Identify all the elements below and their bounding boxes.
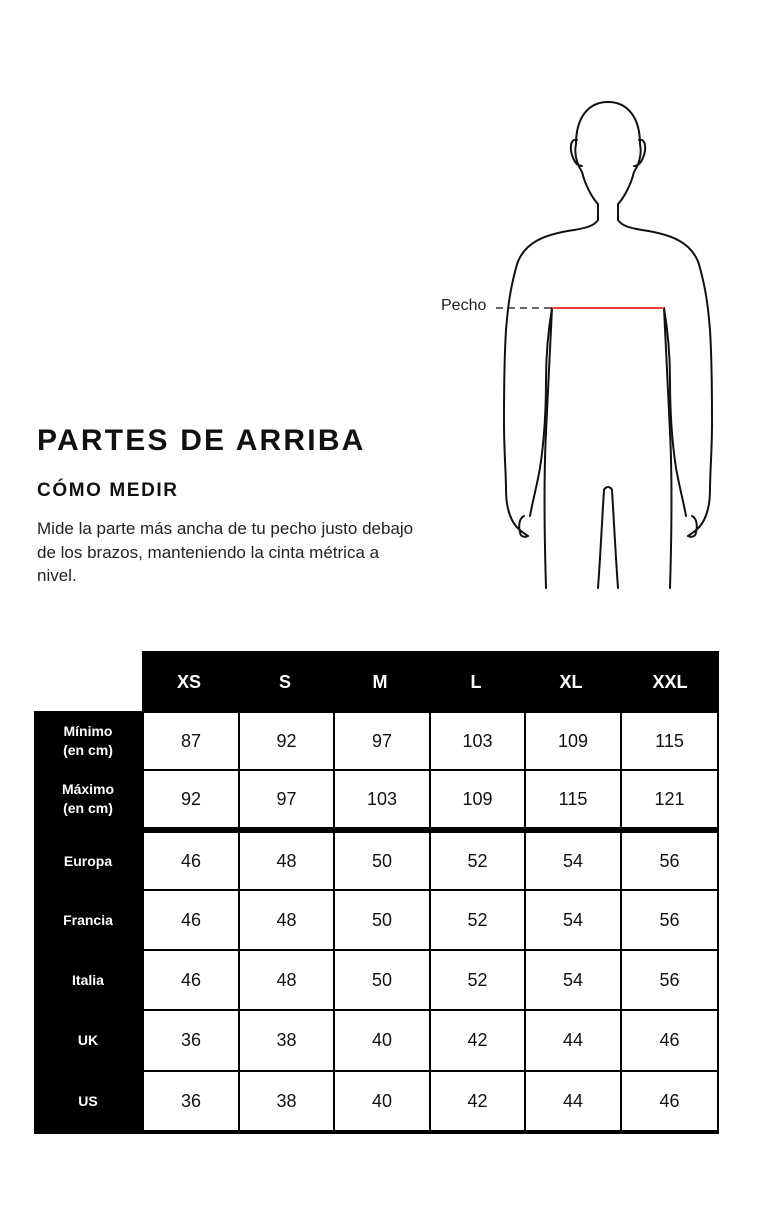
table-cell: 50 bbox=[335, 951, 429, 1009]
table-cell: 97 bbox=[240, 771, 333, 827]
row-label-francia: Francia bbox=[63, 911, 113, 928]
table-cell: 115 bbox=[622, 713, 717, 769]
table-cell: 97 bbox=[335, 713, 429, 769]
table-cell: 42 bbox=[431, 1072, 524, 1130]
table-cell: 56 bbox=[622, 833, 717, 889]
page-title: PARTES DE ARRIBA bbox=[37, 424, 366, 457]
table-cell: 87 bbox=[144, 713, 238, 769]
table-cell: 52 bbox=[431, 833, 524, 889]
row-label-line1: Mínimo bbox=[63, 723, 113, 739]
row-label-us: US bbox=[78, 1092, 98, 1109]
table-cell: 36 bbox=[144, 1072, 238, 1130]
size-header-s: S bbox=[278, 671, 291, 692]
size-header-xl: XL bbox=[559, 671, 583, 692]
row-label-italia: Italia bbox=[72, 971, 104, 988]
table-cell: 92 bbox=[240, 713, 333, 769]
row-label-line2: (en cm) bbox=[63, 800, 113, 816]
table-cell: 46 bbox=[144, 833, 238, 889]
table-cell: 40 bbox=[335, 1072, 429, 1130]
size-header-xs: XS bbox=[176, 671, 201, 692]
table-corner bbox=[34, 651, 142, 711]
row-label-minimo bbox=[34, 713, 142, 769]
size-header-xxl: XXL bbox=[652, 671, 688, 692]
how-to-measure-heading: CÓMO MEDIR bbox=[37, 480, 179, 501]
row-label-line1: Máximo bbox=[61, 781, 115, 797]
size-header-l: L bbox=[470, 671, 482, 692]
table-cell: 54 bbox=[526, 833, 620, 889]
table-cell: 50 bbox=[335, 833, 429, 889]
row-label-maximo bbox=[34, 771, 142, 827]
table-cell: 109 bbox=[526, 713, 620, 769]
table-cell: 109 bbox=[431, 771, 524, 827]
table-cell: 56 bbox=[622, 891, 717, 949]
table-cell: 40 bbox=[335, 1011, 429, 1070]
table-cell: 103 bbox=[335, 771, 429, 827]
table-cell: 48 bbox=[240, 891, 333, 949]
row-label-europa: Europa bbox=[63, 852, 113, 869]
table-cell: 36 bbox=[144, 1011, 238, 1070]
table-cell: 54 bbox=[526, 891, 620, 949]
table-cell: 38 bbox=[240, 1072, 333, 1130]
body-figure-illustration bbox=[490, 92, 730, 592]
row-label-line2: (en cm) bbox=[63, 742, 113, 758]
table-cell: 103 bbox=[431, 713, 524, 769]
table-cell: 56 bbox=[622, 951, 717, 1009]
size-header-m: M bbox=[372, 671, 388, 692]
row-label-uk: UK bbox=[77, 1032, 99, 1048]
table-cell: 46 bbox=[622, 1072, 717, 1130]
table-cell: 46 bbox=[144, 951, 238, 1009]
measure-instructions: Mide la parte más ancha de tu pecho justo debajo de los brazos, manteniendo la cinta métrica a nivel. bbox=[37, 519, 414, 585]
table-cell: 52 bbox=[431, 951, 524, 1009]
chest-measure-label: Pecho bbox=[441, 297, 487, 314]
table-cell: 46 bbox=[144, 891, 238, 949]
table-cell: 38 bbox=[240, 1011, 333, 1070]
table-cell: 92 bbox=[144, 771, 238, 827]
table-cell: 50 bbox=[335, 891, 429, 949]
table-cell: 121 bbox=[622, 771, 717, 827]
table-cell: 52 bbox=[431, 891, 524, 949]
table-cell: 42 bbox=[431, 1011, 524, 1070]
table-cell: 54 bbox=[526, 951, 620, 1009]
table-cell: 48 bbox=[240, 951, 333, 1009]
table-cell: 44 bbox=[526, 1072, 620, 1130]
table-cell: 46 bbox=[622, 1011, 717, 1070]
table-cell: 48 bbox=[240, 833, 333, 889]
table-cell: 44 bbox=[526, 1011, 620, 1070]
size-chart-table bbox=[34, 651, 719, 1134]
table-cell: 115 bbox=[526, 771, 620, 827]
